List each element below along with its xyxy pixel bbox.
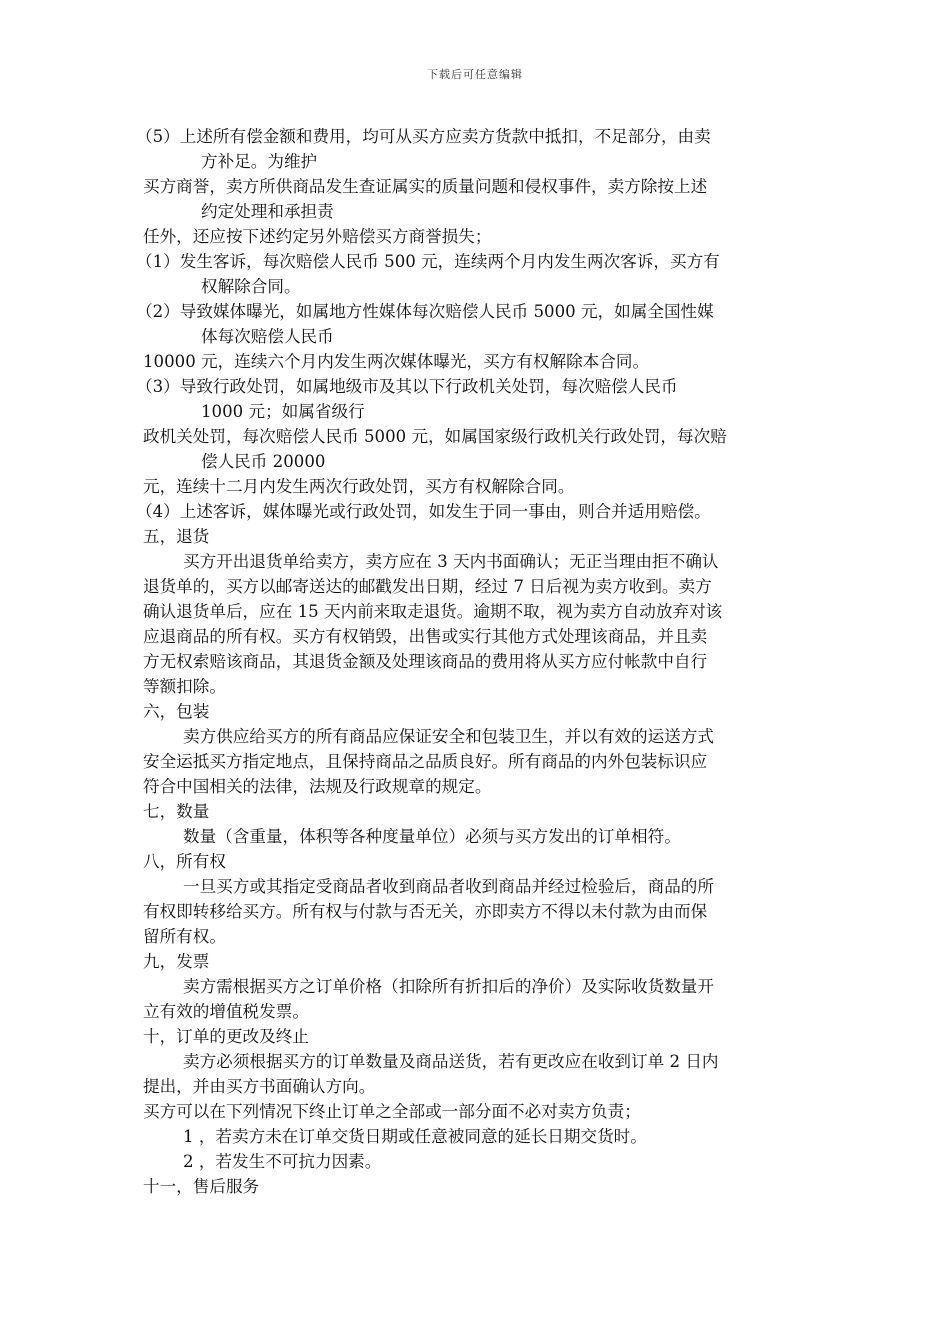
paragraph-line: 权解除合同。 — [201, 277, 301, 296]
paragraph-line: 确认退货单后，应在 15 天内前来取走退货。逾期不取，视为卖方自动放弃对该 — [143, 602, 723, 621]
paragraph-line: （5）上述所有偿金额和费用，均可从买方应卖方货款中抵扣，不足部分，由卖 — [136, 127, 711, 146]
page-header: 下载后可任意编辑 — [427, 68, 523, 81]
paragraph-line: 十一，售后服务 — [143, 1177, 260, 1196]
paragraph-line: 六，包装 — [143, 702, 210, 721]
paragraph-line: 七，数量 — [143, 802, 210, 821]
paragraph-line: 九，发票 — [143, 952, 210, 971]
paragraph-line: 体每次赔偿人民币 — [201, 327, 334, 346]
paragraph-line: 任外，还应按下述约定另外赔偿买方商誉损失； — [143, 227, 492, 246]
paragraph-line: 留所有权。 — [143, 927, 226, 946]
paragraph-line: 2 ，若发生不可抗力因素。 — [183, 1152, 382, 1171]
paragraph-line: 等额扣除。 — [143, 677, 226, 696]
paragraph-line: 方无权索赔该商品，其退货金额及处理该商品的费用将从买方应付帐款中自行 — [143, 652, 708, 671]
paragraph-line: 买方开出退货单给卖方，卖方应在 3 天内书面确认；无正当理由拒不确认 — [183, 552, 719, 571]
paragraph-line: 卖方必须根据买方的订单数量及商品送货，若有更改应在收到订单 2 日内 — [183, 1052, 719, 1071]
paragraph-line: 应退商品的所有权。买方有权销毁，出售或实行其他方式处理该商品，并且卖 — [143, 627, 708, 646]
paragraph-line: 一旦买方或其指定受商品者收到商品者收到商品并经过检验后，商品的所 — [183, 877, 714, 896]
paragraph-line: 约定处理和承担责 — [201, 202, 334, 221]
paragraph-line: 有权即转移给买方。所有权与付款与否无关，亦即卖方不得以未付款为由而保 — [143, 902, 708, 921]
paragraph-line: （1）发生客诉，每次赔偿人民币 500 元，连续两个月内发生两次客诉，买方有 — [136, 252, 720, 271]
paragraph-line: 元，连续十二月内发生两次行政处罚，买方有权解除合同。 — [143, 477, 575, 496]
paragraph-line: 八，所有权 — [143, 852, 226, 871]
paragraph-line: （3）导致行政处罚，如属地级市及其以下行政机关处罚，每次赔偿人民币 — [136, 377, 678, 396]
paragraph-line: 五，退货 — [143, 527, 210, 546]
paragraph-line: 买方可以在下列情况下终止订单之全部或一部分面不必对卖方负责； — [143, 1102, 641, 1121]
paragraph-line: 安全运抵买方指定地点，且保持商品之品质良好。所有商品的内外包装标识应 — [143, 752, 708, 771]
paragraph-line: 1000 元；如属省级行 — [201, 402, 365, 421]
paragraph-line: 方补足。为维护 — [201, 152, 318, 171]
paragraph-line: 偿人民币 20000 — [201, 452, 326, 471]
paragraph-line: 10000 元，连续六个月内发生两次媒体曝光，买方有权解除本合同。 — [143, 352, 650, 371]
paragraph-line: 数量（含重量，体积等各种度量单位）必须与买方发出的订单相符。 — [183, 827, 681, 846]
paragraph-line: （4）上述客诉，媒体曝光或行政处罚，如发生于同一事由，则合并适用赔偿。 — [136, 502, 711, 521]
paragraph-line: （2）导致媒体曝光，如属地方性媒体每次赔偿人民币 5000 元，如属全国性媒 — [136, 302, 714, 321]
paragraph-line: 立有效的增值税发票。 — [143, 1002, 309, 1021]
paragraph-line: 买方商誉，卖方所供商品发生查证属实的质量问题和侵权事件，卖方除按上述 — [143, 177, 708, 196]
paragraph-line: 提出，并由买方书面确认方向。 — [143, 1077, 376, 1096]
document-body — [136, 124, 811, 1199]
paragraph-line: 1 ，若卖方未在订单交货日期或任意被同意的延长日期交货时。 — [183, 1127, 647, 1146]
paragraph-line: 卖方需根据买方之订单价格（扣除所有折扣后的净价）及实际收货数量开 — [183, 977, 714, 996]
paragraph-line: 卖方供应给买方的所有商品应保证安全和包装卫生，并以有效的运送方式 — [183, 727, 714, 746]
paragraph-line: 政机关处罚，每次赔偿人民币 5000 元，如属国家级行政机关行政处罚，每次赔 — [143, 427, 727, 446]
paragraph-line: 退货单的，买方以邮寄送达的邮戳发出日期，经过 7 日后视为卖方收到。卖方 — [143, 577, 712, 596]
paragraph-line: 符合中国相关的法律，法规及行政规章的规定。 — [143, 777, 492, 796]
paragraph-line: 十，订单的更改及终止 — [143, 1027, 309, 1046]
